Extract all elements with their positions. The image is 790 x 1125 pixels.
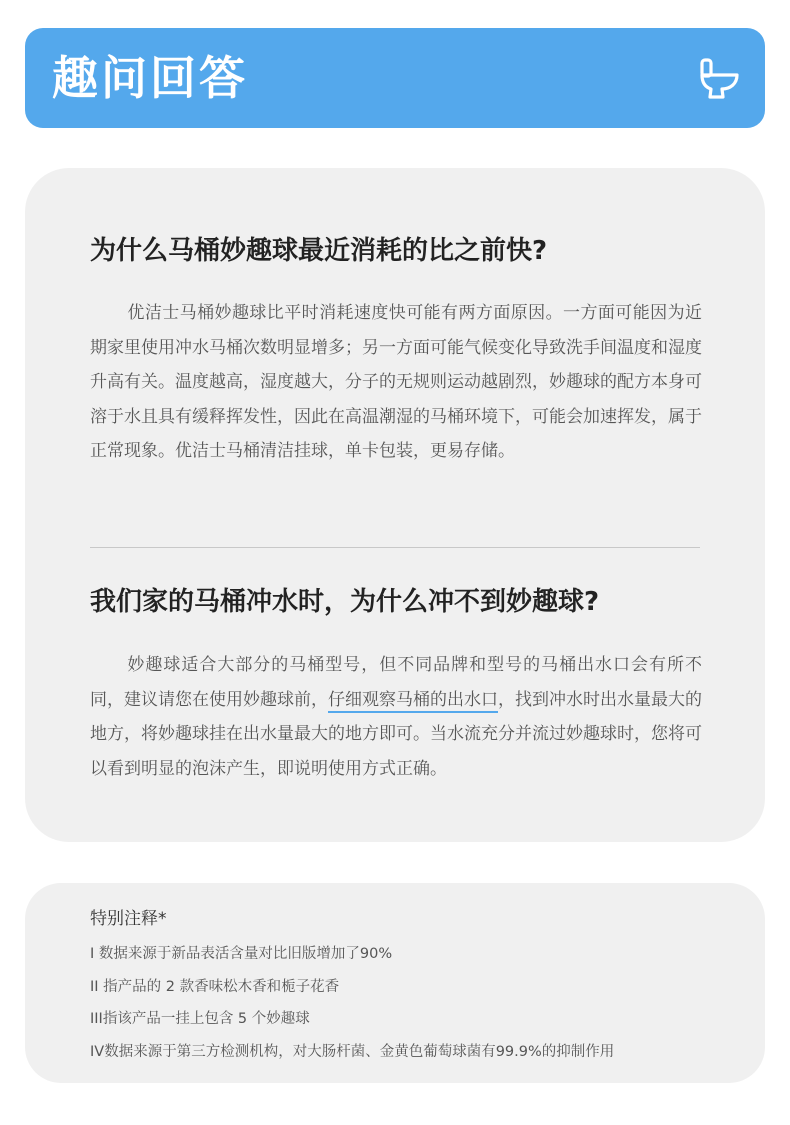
- answer-2-text-start: 妙趣球适合大部分的马桶型号，但不同品牌和型号的马桶出水口会有所不同，建议请您在使用妙趣球前，: [90, 655, 702, 710]
- divider: [90, 547, 700, 548]
- question-2: 我们家的马桶冲水时，为什么冲不到妙趣球?: [90, 587, 600, 617]
- notes-title: 特别注释*: [90, 909, 167, 929]
- answer-2: [90, 648, 702, 786]
- question-1: 为什么马桶妙趣球最近消耗的比之前快?: [90, 236, 548, 266]
- note-item: II 指产品的 2 款香味松木香和栀子花香: [90, 978, 340, 995]
- answer-2-highlight: 仔细观察马桶的出水口: [328, 690, 498, 713]
- answer-1: 优洁士马桶妙趣球比平时消耗速度快可能有两方面原因。一方面可能因为近期家里使用冲水马桶次数明显增多；另一方面可能气候变化导致洗手间温度和湿度升高有关。温度越高，湿度越大，分子的无规则运动越剧烈，妙趣球的配方本身可溶于水且具有缓释挥发性，因此在高温潮湿的马桶环境下，可能会加速挥发，属于正常现象。优洁士马桶清洁挂球，单卡包装，更易存储。: [90, 303, 702, 461]
- note-item: III指该产品一挂上包含 5 个妙趣球: [90, 1011, 310, 1027]
- qa-card: [25, 168, 765, 842]
- toilet-icon: [699, 58, 741, 100]
- note-item: I 数据来源于新品表活含量对比旧版增加了90%: [90, 946, 393, 962]
- page-title: 趣问回答: [52, 51, 248, 105]
- answer-2-text-end: ，找到冲水时出水量最大的地方，将妙趣球挂在出水量最大的地方即可。当水流充分并流过妙趣球时，您将可以看到明显的泡沫产生，即说明使用方式正确。: [90, 689, 702, 779]
- notes-list: [90, 938, 614, 1068]
- header-banner: [25, 28, 765, 128]
- note-item: IV数据来源于第三方检测机构，对大肠杆菌、金黄色葡萄球菌有99.9%的抑制作用: [90, 1043, 615, 1060]
- notes-card: [25, 883, 765, 1083]
